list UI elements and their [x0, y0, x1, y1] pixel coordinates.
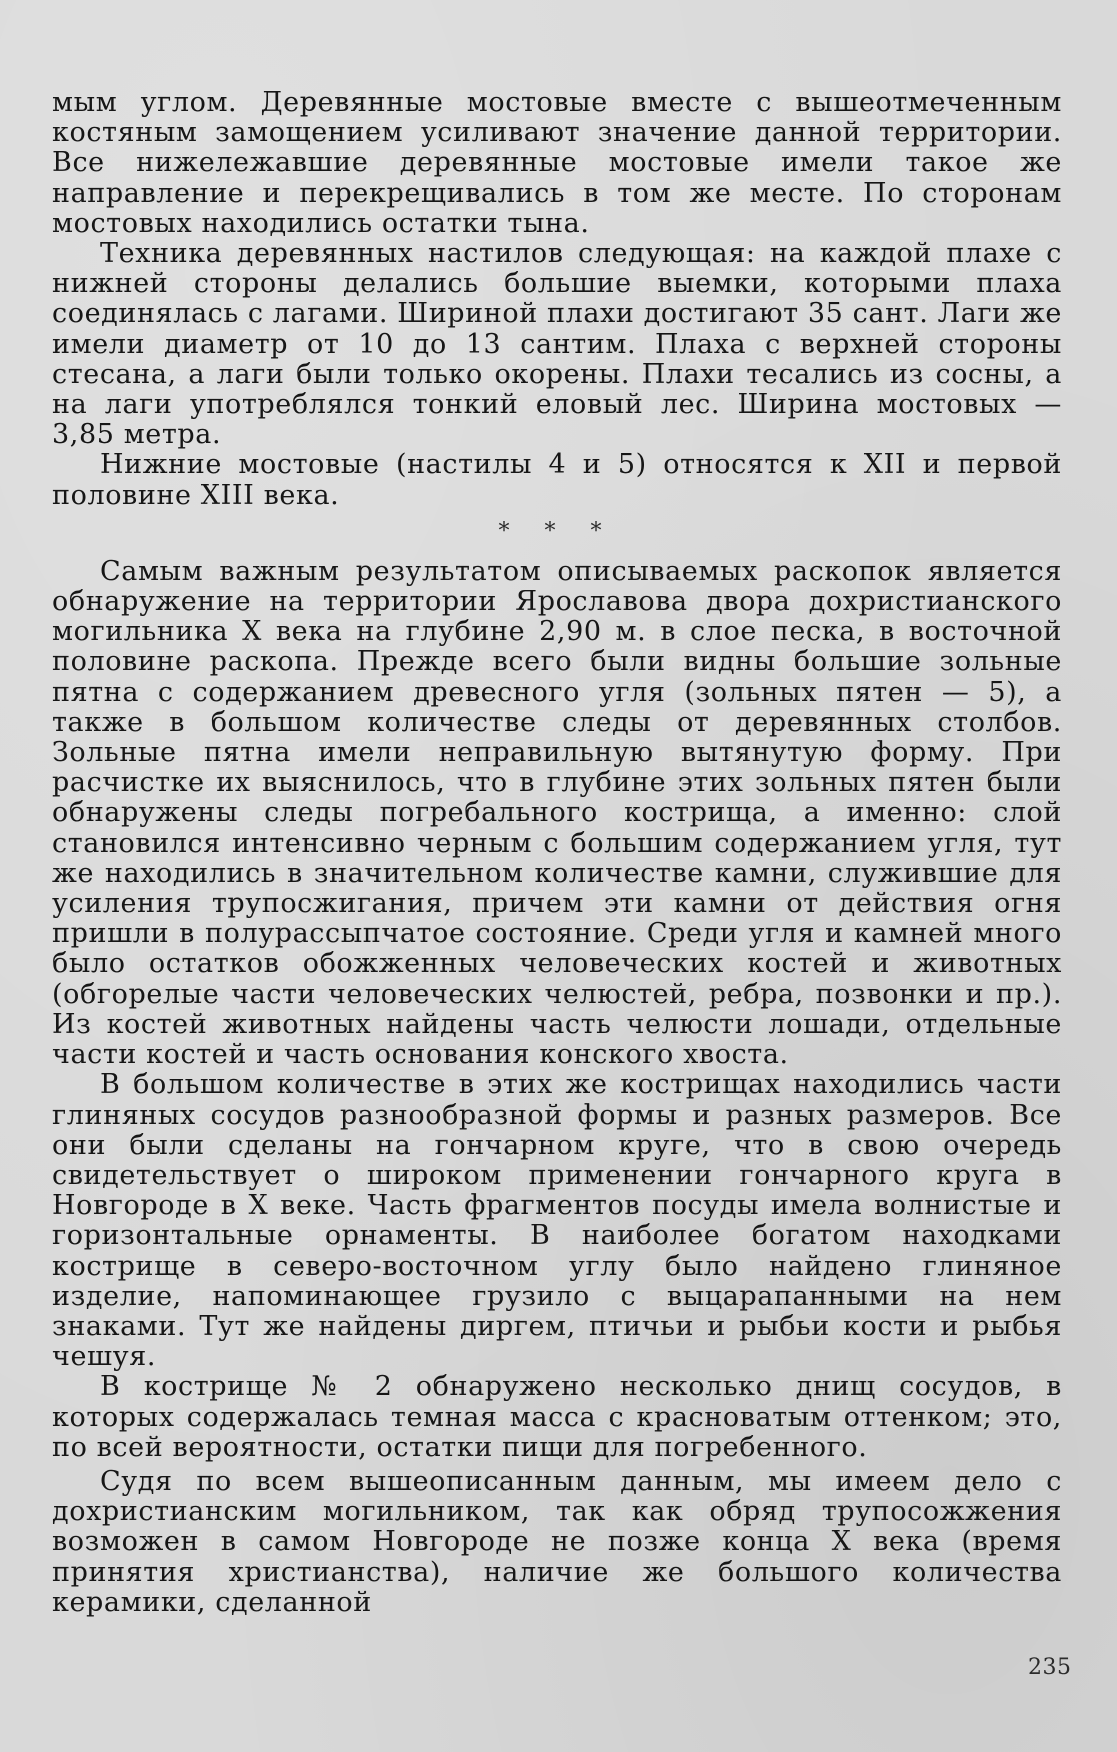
paragraph-lower-pavements: Нижние мостовые (настилы 4 и 5) относятся к XII и первой половине XIII века. — [52, 449, 1062, 511]
paragraph-burial-ground: Самым важным результатом описываемых раскопок является обнаружение на территории Ярославова двора дохристианского могильника X века на глубине 2,90 м. в слое песка, в восточной половине раскопа. Прежде всего были видны большие зольные пятна с содержанием древесного угля (зольных пятен — 5), а также в большом количестве следы от деревянных столбов. Зольные пятна имели неправильную вытянутую форму. При расчистке их выяснилось, что в глубине этих зольных пятен были обнаружены следы погребального кострища, а именно: слой становился интенсивно черным с большим содержанием угля, тут же находились в значительном количестве камни, служившие для усиления трупосжигания, причем эти камни от действия огня пришли в полурассыпчатое состояние. Среди угля и камней много было остатков обожженных человеческих костей и животных (обгорелые части человеческих челюстей, ребра, позвонки и пр.). Из костей животных найдены часть челюсти лошади, отдельные части костей и часть основания конского хвоста. — [52, 555, 1062, 1071]
paragraph-conclusion: Судя по всем вышеописанным данным, мы имеем дело с дохристианским могильником, так как обряд трупосожжения возможен в самом Новгороде не позже конца X века (время принятия христианства), наличие же большого количества керамики, сделанной — [52, 1465, 1062, 1618]
paragraph-ceramics: В большом количестве в этих же кострищах находились части глиняных сосудов разнообразной формы и разных размеров. Все они были сделаны на гончарном круге, что в свою очередь свидетельствует о широком применении гончарного круга в Новгороде в X веке. Часть фрагментов посуды имела волнистые и горизонтальные орнаменты. В наиболее богатом находками кострище в северо-восточном углу было найдено глиняное изделие, напоминающее грузило с выцарапанными на нем знаками. Тут же найдены диргем, птичьи и рыбьи кости и рыбья чешуя. — [52, 1069, 1062, 1373]
page-number: 235 — [1028, 1655, 1072, 1680]
paragraph-continuation: мым углом. Деревянные мостовые вместе с вышеотмеченным костяным замощением усиливают значение данной территории. Все нижележавшие деревянные мостовые имели такое же направление и перекрещивались в том же месте. По сторонам мостовых находились остатки тына. — [52, 87, 1062, 239]
paragraph-technique: Техника деревянных настилов следующая: на каждой плахе с нижней стороны делались большие выемки, которыми плаха соединялась с лагами. Шириной плахи достигают 35 сант. Лаги же имели диаметр от 10 до 13 сантим. Плаха с верхней стороны стесана, а лаги были только окорены. Плахи тесались из сосны, а на лаги употреблялся тонкий еловый лес. Ширина мостовых — 3,85 метра. — [52, 238, 1062, 451]
page-body-text — [52, 88, 1062, 1618]
paragraph-vessel-bottoms: В кострище № 2 обнаружено несколько днищ сосудов, в которых содержалась темная масса с красноватым оттенком; это, по всей вероятности, остатки пищи для погребенного. — [52, 1371, 1062, 1463]
section-separator: * * * — [498, 518, 616, 544]
